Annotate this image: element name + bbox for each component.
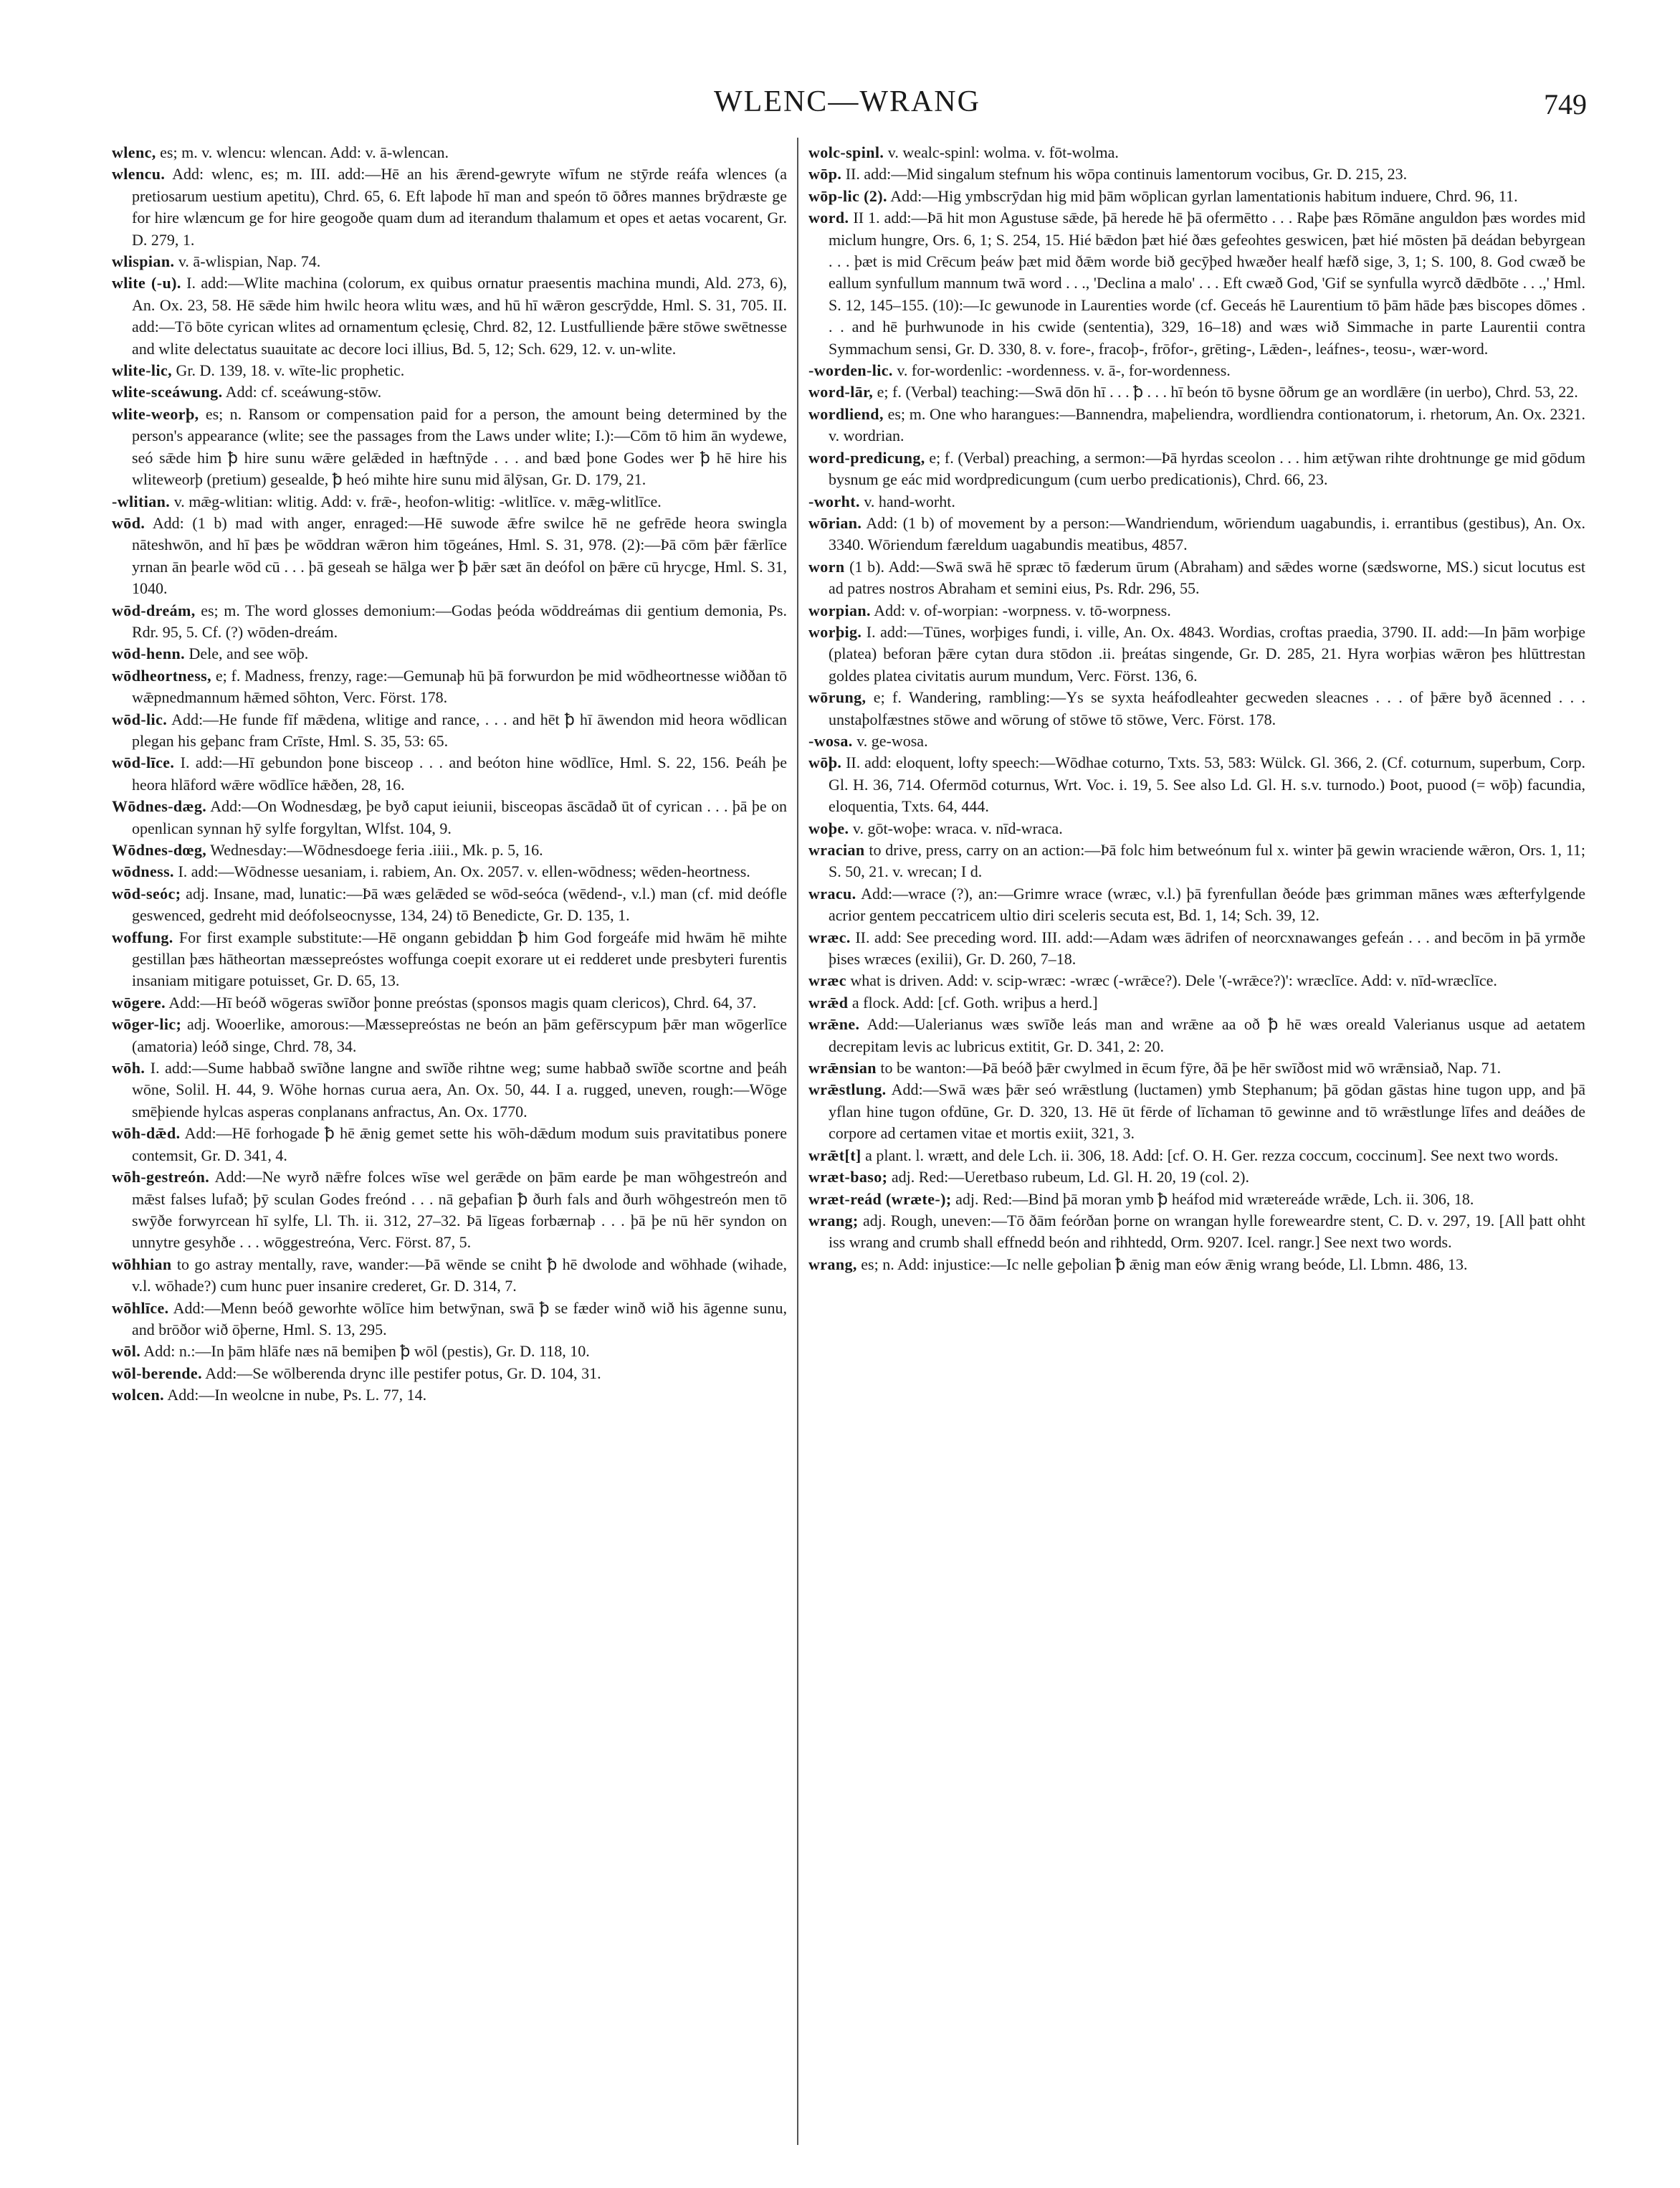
entry-text: v. ā-wlispian, Nap. 74.: [174, 252, 321, 271]
headword: -wosa.: [808, 731, 853, 750]
headword: wlite-weorþ,: [112, 404, 199, 423]
entry-text: (1 b). Add:—Swā swā hē spræc tō fæderum ūrum (Abraham) and sǣdes worne (sædsworne, MS.) sicut locutus est ad patres nostros Abraham et semini eius, Ps. Rdr. 296, 55.: [829, 557, 1585, 598]
headword: wōp-lic (2).: [808, 186, 887, 205]
headword: wordliend,: [808, 404, 884, 423]
headword: woffung.: [112, 928, 173, 946]
dictionary-entry: [808, 1210, 1585, 1254]
page-header: [108, 85, 1587, 128]
dictionary-entry: [808, 752, 1585, 817]
headword: wōd-dreám,: [112, 601, 196, 619]
dictionary-entry: [112, 883, 787, 927]
headword: wracu.: [808, 884, 856, 903]
dictionary-entry: [112, 404, 787, 491]
entry-text: v. ge-wosa.: [852, 731, 928, 750]
entry-text: I. add:—Hī gebundon þone bisceop . . . and beóton hine wōdlīce, Hml. S. 22, 156. Þeáh þe heora hlāford wǣre wōdlīce hǣðen, 28, 16.: [132, 753, 787, 794]
entry-text: Add: cf. sceáwung-stōw.: [222, 383, 382, 401]
column-divider: [797, 138, 798, 2145]
headword: worn: [808, 557, 845, 576]
entry-text: Add:—He funde fīf mǣdena, wlitige and rance, . . . and hēt ꝥ hī āwendon mid heora wōdlican plegan his geþanc fram Crīste, Hml. S. 35, 53: 65.: [132, 710, 787, 750]
headword: -wlitian.: [112, 492, 171, 510]
dictionary-entry: [112, 513, 787, 600]
entry-text: I. add:—Wōdnesse uesaniam, i. rabiem, An. Ox. 2057. v. ellen-wōdness; wēden-heortness.: [173, 862, 750, 881]
headword: wōh-gestreón.: [112, 1168, 210, 1186]
headword: wōd-henn.: [112, 644, 186, 663]
dictionary-entry: [808, 163, 1585, 185]
dictionary-entry: [112, 600, 787, 644]
left-column: [112, 142, 787, 2142]
entry-text: Add:—Menn beóð geworhte wōlīce him betwȳnan, swā ꝥ se fæder winð wið his āgenne sunu, and brōðor wið ōþerne, Hml. S. 13, 295.: [132, 1298, 787, 1338]
dictionary-entry: [808, 1166, 1585, 1188]
headword: wræt-reád (wræte-);: [808, 1189, 952, 1208]
entry-text: II. add:—Mid singalum stefnum his wōpa continuis lamentorum vocibus, Gr. D. 215, 23.: [841, 165, 1408, 184]
dictionary-entry: [112, 1298, 787, 1341]
headword: wrang;: [808, 1211, 859, 1229]
headword: wōhlīce.: [112, 1298, 169, 1317]
headword: wōh-dǣd.: [112, 1124, 181, 1143]
entry-text: es; n. Ransom or compensation paid for a person, the amount being determined by the person's appearance (wlite; see the passages from the Laws under wlite; I.):—Cōm tō him ān wydewe, seó sǣde him ꝥ hire sunu wǣre gelǣded in hæftnȳde . . . and bæd þone Godes wer ꝥ hē hire his wliteweorþ (pretium) gesealde, ꝥ heó mihte hire sunu mid ālȳsan, Gr. D. 179, 21.: [132, 404, 787, 489]
dictionary-entry: [112, 142, 787, 163]
entry-text: Add:—Ne wyrð nǣfre folces wīse wel gerǣde on þām earde þe man wōhgestreón and mǣst falses lufað; þȳ sculan Godes freónd . . . nā geþafian ꝥ ðurh fals and ðurh wōhgestreón men tō swȳðe forwyrcean hī sylfe, Ll. Th. ii. 312, 27–32. Þā līgeas forbærnaþ . . . þā þe nū hēr syndon on unnytre gesyhðe . . . wōggestreóna, Verc. Först. 87, 5.: [132, 1168, 787, 1252]
entry-text: v. mǣg-wlitian: wlitig. Add: v. frǣ-, heofon-wlitig: -wlitlīce. v. mǣg-wlitlīce.: [170, 492, 662, 510]
entry-text: Add:—Hē forhogade ꝥ hē ǣnig gemet sette his wōh-dǣdum modum suis pravitatibus ponere contemsit, Gr. D. 341, 4.: [132, 1124, 787, 1164]
headword: wlite-sceáwung.: [112, 383, 223, 401]
entry-text: Add:—Hī beóð wōgeras swīðor þonne preóstas (sponsos magis quam clericos), Chrd. 64, 37.: [166, 993, 757, 1012]
dictionary-entry: [808, 927, 1585, 971]
dictionary-entry: [808, 1079, 1585, 1144]
dictionary-entry: [808, 970, 1585, 991]
entry-text: II. add: eloquent, lofty speech:—Wōdhae coturno, Txts. 53, 583: Wülck. Gl. 366, 2. (Cf. coturnum, superbum, Corp. Gl. H. 36, 714. Ofermōd coturnus, Wrt. Voc. i. 19, 5. See also Ld. Gl. H. s.v. turnodo.) Þoot, puood (= wōþ) facundia, eloquentia, Txts. 64, 444.: [829, 753, 1585, 816]
headword: wrǣne.: [808, 1015, 860, 1034]
dictionary-entry: [808, 556, 1585, 600]
headword: wræt-baso;: [808, 1168, 888, 1186]
headword: -worden-lic.: [808, 361, 893, 380]
dictionary-entry: [808, 513, 1585, 556]
dictionary-entry: [112, 1166, 787, 1254]
entry-text: e; f. Madness, frenzy, rage:—Gemunaþ hū þā forwurdon þe mid wōdheortnesse wiððan tō wǣpnedmannum hǣmed sōhton, Verc. Först. 178.: [132, 666, 787, 707]
dictionary-entry: [808, 186, 1585, 207]
dictionary-entry: [112, 992, 787, 1014]
entry-text: v. gōt-woþe: wraca. v. nīd-wraca.: [849, 819, 1063, 837]
dictionary-entry: [808, 1254, 1585, 1275]
headword: wracian: [808, 841, 865, 859]
headword: wōp.: [808, 165, 842, 184]
headword: wræc: [808, 971, 846, 990]
headword: wlenc,: [112, 143, 156, 161]
headword: Wōdnes-dæg.: [112, 797, 207, 816]
dictionary-entry: [112, 861, 787, 883]
headword: wlite-lic,: [112, 361, 173, 380]
entry-text: Wednesday:—Wōdnesdoege feria .iiii., Mk. p. 5, 16.: [206, 841, 543, 859]
dictionary-entry: [112, 1123, 787, 1166]
dictionary-entry: [112, 643, 787, 665]
headword: wōl-berende.: [112, 1364, 202, 1382]
dictionary-entry: [808, 1145, 1585, 1166]
entry-text: For first example substitute:—Hē ongann gebiddan ꝥ him God forgeáfe mid hwām hē mihte gestillan þæs hātheortan mæssepreóstes woffunga coepit exorare ut ei redderet unde presbyteri furentis insaniam mitigare potuisset, Gr. D. 65, 13.: [132, 928, 787, 990]
headword: wræc.: [808, 928, 851, 946]
headword: wōrian.: [808, 513, 862, 532]
entry-text: v. for-wordenlic: -wordenness. v. ā-, for-wordenness.: [892, 361, 1231, 380]
dictionary-entry: [808, 447, 1585, 491]
dictionary-entry: [808, 207, 1585, 360]
dictionary-entry: [808, 600, 1585, 622]
dictionary-entry: [808, 381, 1585, 403]
dictionary-entry: [808, 360, 1585, 381]
entry-text: what is driven. Add: v. scip-wræc: -wræc (-wrǣce?). Dele '(-wrǣce?)': wræclīce. Add: v. nīd-wræclīce.: [846, 971, 1497, 990]
headword: -worht.: [808, 492, 860, 510]
headword: worþig.: [808, 622, 862, 641]
headword: wōgere.: [112, 993, 166, 1012]
entry-text: Add: wlenc, es; m. III. add:—Hē an his ǣrend-gewryte wīfum ne stȳrde reáfa wlences (a pretiosarum uestium apetitu), Chrd. 65, 6. Eft laþode hī man and speón tō ōðres mannes brȳdræste ge for hire wlæncum ge for hire geogoðe quam dum ad iterandum thalamum et opes et aetas vocarent, Gr. D. 279, 1.: [132, 165, 787, 249]
entry-text: e; f. Wandering, rambling:—Ys se syxta heáfodleahter gecweden sleacnes . . . of þǣre byð ācenned . . . unstaþolfæstnes stōwe and wōrung of stōwe tō stōwe, Verc. Först. 178.: [829, 688, 1585, 728]
headword: woþe.: [808, 819, 849, 837]
headword: wolcen.: [112, 1386, 165, 1404]
dictionary-entry: [112, 1341, 787, 1362]
dictionary-entry: [112, 1363, 787, 1384]
entry-text: II 1. add:—Þā hit mon Agustuse sǣde, þā herede hē þā ofermētto . . . Raþe þæs Rōmāne anguldon þæs wordes mid miclum hungre, Ors. 6, 1; S. 254, 15. Hié bǣdon þæt hié ðæs gefeohtes geswicen, þæt hié mōsten þā deádan bebyrgean . . . þæt is mid Crēcum þeáw þæt mid ðǣm worde bið gecȳþed hwæðer healf hæfð sige, 3, 1; S. 100, 8. God cwæð be eallum synfullum mannum twā word . . ., 'Declina a malo' . . . Eft cwæð God, 'Gif se synfulla wyrcð dǣdbōte . . .,' Hml. S. 12, 145–155. (10):—Ic gewunode in Laurenties worde (cf. Geceás hē Laurentium tō þām hāde þæs biscopes dōmes . . . and hē þurhwunode in his cwide (sententia), 329, 16–18) and wæs wið Simmache in parte Laurentii contra Symmachum sensi, Gr. D. 330, 8. v. fore-, fracoþ-, frōfor-, grēting-, Lǣden-, leáfnes-, teosu-, wær-word.: [829, 209, 1585, 358]
entry-text: Gr. D. 139, 18. v. wīte-lic prophetic.: [172, 361, 405, 380]
headword: wlencu.: [112, 165, 166, 184]
headword: wrǣnsian: [808, 1059, 877, 1078]
headword: wōdheortness,: [112, 666, 212, 685]
headword: wōh.: [112, 1059, 145, 1078]
entry-text: a flock. Add: [cf. Goth. wriþus a herd.]: [848, 993, 1098, 1012]
entry-text: e; f. (Verbal) teaching:—Swā dōn hī . . . ꝥ . . . hī beón tō bysne ōðrum ge an wordlǣre (in uerbo), Chrd. 53, 22.: [873, 383, 1578, 401]
dictionary-entry: [112, 1254, 787, 1298]
dictionary-entry: [808, 731, 1585, 752]
entry-text: Add:—On Wodnesdæg, þe byð caput ieiunii, bisceopas āscādað ūt of cyrican . . . þā þe on openlican synnan hȳ sylfe forgyltan, Wlfst. 104, 9.: [132, 797, 787, 837]
dictionary-entry: [112, 927, 787, 992]
headword: wōd-lic.: [112, 710, 168, 728]
entry-text: to go astray mentally, rave, wander:—Þā wēnde se cniht ꝥ hē dwolode and wōhhade (wihade, v.l. wōhade?) cum hunc puer insanire crederet, Gr. D. 314, 7.: [132, 1255, 787, 1295]
dictionary-entry: [808, 622, 1585, 687]
headword: Wōdnes-dœg,: [112, 841, 207, 859]
headword: wlite (-u).: [112, 274, 181, 292]
dictionary-entry: [808, 839, 1585, 883]
dictionary-entry: [112, 1014, 787, 1057]
dictionary-entry: [808, 142, 1585, 163]
dictionary-entry: [112, 1384, 787, 1406]
dictionary-entry: [808, 687, 1585, 731]
dictionary-entry: [112, 272, 787, 360]
entry-text: Add: n.:—In þām hlāfe næs nā bemiþen ꝥ wōl (pestis), Gr. D. 118, 10.: [140, 1342, 590, 1361]
dictionary-entry: [808, 1014, 1585, 1057]
dictionary-entry: [112, 163, 787, 251]
dictionary-entry: [112, 1057, 787, 1123]
entry-text: Add:—In weolcne in nube, Ps. L. 77, 14.: [164, 1386, 427, 1404]
entry-text: Add:—Se wōlberenda drync ille pestifer potus, Gr. D. 104, 31.: [202, 1364, 601, 1382]
entry-text: a plant. l. wrætt, and dele Lch. ii. 306, 18. Add: [cf. O. H. Ger. rezza coccum, coccinum]. See next two words.: [861, 1146, 1559, 1164]
entry-text: adj. Red:—Ueretbaso rubeum, Ld. Gl. H. 20, 19 (col. 2).: [887, 1168, 1249, 1186]
entry-text: Add:—Swā wæs þǣr seó wrǣstlung (luctamen) ymb Stephanum; þā gōdan gāstas hine tugon upp, and þā yflan hine tugon ofdūne, Gr. D. 320, 13. Hē ūt fērde of līchaman tō gewinne and tō wrǣstlunge līfes and deáðes de corpore ad certamen vitae et mortis exiit, 321, 3.: [829, 1080, 1585, 1143]
entry-text: adj. Insane, mad, lunatic:—Þā wæs gelǣded se wōd-seóca (wēdend-, v.l.) man (cf. mid deófle geswenced, gedreht mid deófolseocnysse, 134, 24) tō Benedicte, Gr. D. 135, 1.: [132, 884, 787, 925]
entry-text: to drive, press, carry on an action:—Þā folc him betweónum ful x. winter þā gewin wraciende wǣron, Ors. 1, 11; S. 50, 21. v. wrecan; I d.: [829, 841, 1585, 881]
dictionary-entry: [808, 883, 1585, 927]
entry-text: adj. Wooerlike, amorous:—Mæssepreóstas ne beón an þām gefērscypum þǣr man wōgerlīce (amatoria) leóð singe, Chrd. 78, 34.: [132, 1015, 787, 1055]
entry-text: to be wanton:—Þā beóð þǣr cwylmed in ēcum fȳre, ðā þe hēr swīðost mid wō wrǣnsiað, Nap. 71.: [876, 1059, 1502, 1078]
entry-text: v. hand-worht.: [859, 492, 955, 510]
headword: wlispian.: [112, 252, 175, 271]
headword: wrǣd: [808, 993, 849, 1012]
entry-text: es; m. v. wlencu: wlencan. Add: v. ā-wlencan.: [156, 143, 449, 161]
dictionary-entry: [112, 709, 787, 753]
entry-text: I. add:—Tūnes, worþiges fundi, i. ville, An. Ox. 4843. Wordias, croftas praedia, 3790. II. add:—In þām worþige (platea) beforan þǣre cytan dura stōdon .ii. þreátas singende, Gr. D. 285, 21. Hyra worþias wǣron þes hlūttrestan goldes platea civitatis aurum mundum, Verc. Först. 136, 6.: [829, 622, 1585, 685]
headword: word-predicung,: [808, 448, 925, 467]
dictionary-entry: [808, 818, 1585, 839]
dictionary-entry: [808, 404, 1585, 447]
dictionary-entry: [112, 491, 787, 513]
entry-text: Dele, and see wōþ.: [185, 644, 309, 663]
dictionary-entry: [808, 491, 1585, 513]
dictionary-entry: [808, 992, 1585, 1014]
headword: wōger-lic;: [112, 1015, 182, 1034]
entry-text: Add:—Hig ymbscrȳdan hig mid þām wōplican gyrlan lamentationis habitum induere, Chrd. 96, 11.: [887, 186, 1518, 205]
dictionary-entry: [112, 752, 787, 796]
headword: wōd.: [112, 513, 145, 532]
entry-text: adj. Red:—Bind þā moran ymb ꝥ heáfod mid wrætereáde wrǣde, Lch. ii. 306, 18.: [951, 1189, 1474, 1208]
entry-text: Add:—Ualerianus wæs swīðe leás man and wrǣne aa oð ꝥ hē wæs oreald Valerianus usque ad aetatem decrepitam levis ac lubricus extitit, Gr. D. 341, 2: 20.: [829, 1015, 1585, 1055]
entry-text: I. add:—Sume habbað swīðne langne and swīðe rihtne weg; sume habbað swīðe scortne and þeáh wōne, Solil. H. 44, 9. Wōhe hornas curua aera, An. Ox. 50, 44. I a. rugged, uneven, rough:—Wōge smēþiende hylcas asperas conplanans anfractus, An. Ox. 1770.: [132, 1059, 787, 1121]
headword: wōl.: [112, 1342, 141, 1361]
headword: wrang,: [808, 1255, 857, 1273]
headword: wōdness.: [112, 862, 174, 881]
entry-text: adj. Rough, uneven:—Tō ðām feórðan þorne on wrangan hylle foreweardre stent, C. D. v. 297, 19. [All þatt ohht iss wrang and crumb shall effnedd beón and rihhtedd, Orm. 9207. Icel. rangr.] See next two words.: [829, 1211, 1585, 1252]
entry-text: es; n. Add: injustice:—Ic nelle geþolian ꝥ ǣnig man eów ǣnig wrang beóde, Ll. Lbmn. 486, 13.: [856, 1255, 1468, 1273]
dictionary-entry: [112, 251, 787, 272]
entry-text: Add: v. of-worpian: -worpness. v. tō-worpness.: [870, 601, 1171, 619]
dictionary-entry: [808, 1189, 1585, 1210]
headword: word.: [808, 209, 849, 227]
page-number: 749: [1544, 88, 1587, 120]
headword: worpian.: [808, 601, 871, 619]
right-column: [808, 142, 1585, 2142]
headword: wrǣstlung.: [808, 1080, 887, 1099]
entry-text: Add: (1 b) of movement by a person:—Wandriendum, wōriendum uagabundis, i. errantibus (gestibus), An. Ox. 3340. Wōriendum færeldum uagabundis meatibus, 4857.: [829, 513, 1585, 554]
entry-text: Add: (1 b) mad with anger, enraged:—Hē suwode ǣfre swilce hē ne gefrēde heora swingla nāteshwōn, and hī þæs þe wōddran wǣron him tōgeánes, Hml. S. 31, 978. (2):—Þā cōm þǣr fǣrlīce yrnan ān þearle wōd cū . . . þā geseah se hālga wer ꝥ þǣr sæt ān deófol on þǣre cū hrycge, Hml. S. 31, 1040.: [132, 513, 787, 598]
entry-text: e; f. (Verbal) preaching, a sermon:—Þā hyrdas sceolon . . . him ætȳwan rihte drohtnunge ge mid gōdum bysnum ge eác mid wordpredicungum (cum uerbo predicationis), Chrd. 66, 23.: [829, 448, 1585, 489]
headword: wōd-seóc;: [112, 884, 181, 903]
dictionary-entry: [112, 665, 787, 709]
dictionary-entry: [808, 1057, 1585, 1079]
entry-text: II. add: See preceding word. III. add:—Adam wæs ādrifen of neorcxnawanges gefeán . . . and becōm in þā yrmðe þises wræces (exilii), Gr. D. 260, 7–18.: [829, 928, 1585, 969]
entry-text: es; m. The word glosses demonium:—Godas þeóda wōddreámas dii gentium demonia, Ps. Rdr. 95, 5. Cf. (?) wōden-dreám.: [132, 601, 787, 641]
entry-text: es; m. One who harangues:—Bannendra, maþeliendra, wordliendra contionatorum, i. rhetorum, An. Ox. 2321. v. wordrian.: [829, 404, 1585, 445]
entry-text: I. add:—Wlite machina (colorum, ex quibus ornatur praesentis machina mundi, Ald. 273, 6), An. Ox. 23, 58. Hē sǣde him hwilc heora wlitu wæs, and hū hī wǣron gescrȳdde, Hml. S. 31, 705. II. add:—Tō bōte cyrican wlites ad ornamentum ęclesię, Chrd. 82, 12. Lustfulliende þǣre stōwe swētnesse and wlite delectatus suauitate ac decore loci illius, Bd. 5, 12; Sch. 629, 12. v. un-wlite.: [132, 274, 787, 358]
dictionary-entry: [112, 381, 787, 403]
dictionary-entry: [112, 360, 787, 381]
entry-text: Add:—wrace (?), an:—Grimre wrace (wræc, v.l.) þā fyrenfullan ðeóde þæs grimman mānes wæs æfterfylgende acrior gentem peccatricem ultio diri sceleris secuta est, Bd. 1, 14; Sch. 39, 12.: [829, 884, 1585, 925]
headword: wōrung,: [808, 688, 867, 707]
headword: wolc-spinl.: [808, 143, 884, 161]
dictionary-entry: [112, 839, 787, 861]
headword: wrǣt[t]: [808, 1146, 862, 1164]
headword: wōhhian: [112, 1255, 172, 1273]
entry-text: v. wealc-spinl: wolma. v. fōt-wolma.: [884, 143, 1119, 161]
headword: word-lār,: [808, 383, 874, 401]
running-head: WLENC—WRANG: [714, 85, 980, 118]
headword: wōd-līce.: [112, 753, 175, 772]
headword: wōþ.: [808, 753, 842, 772]
dictionary-entry: [112, 796, 787, 839]
